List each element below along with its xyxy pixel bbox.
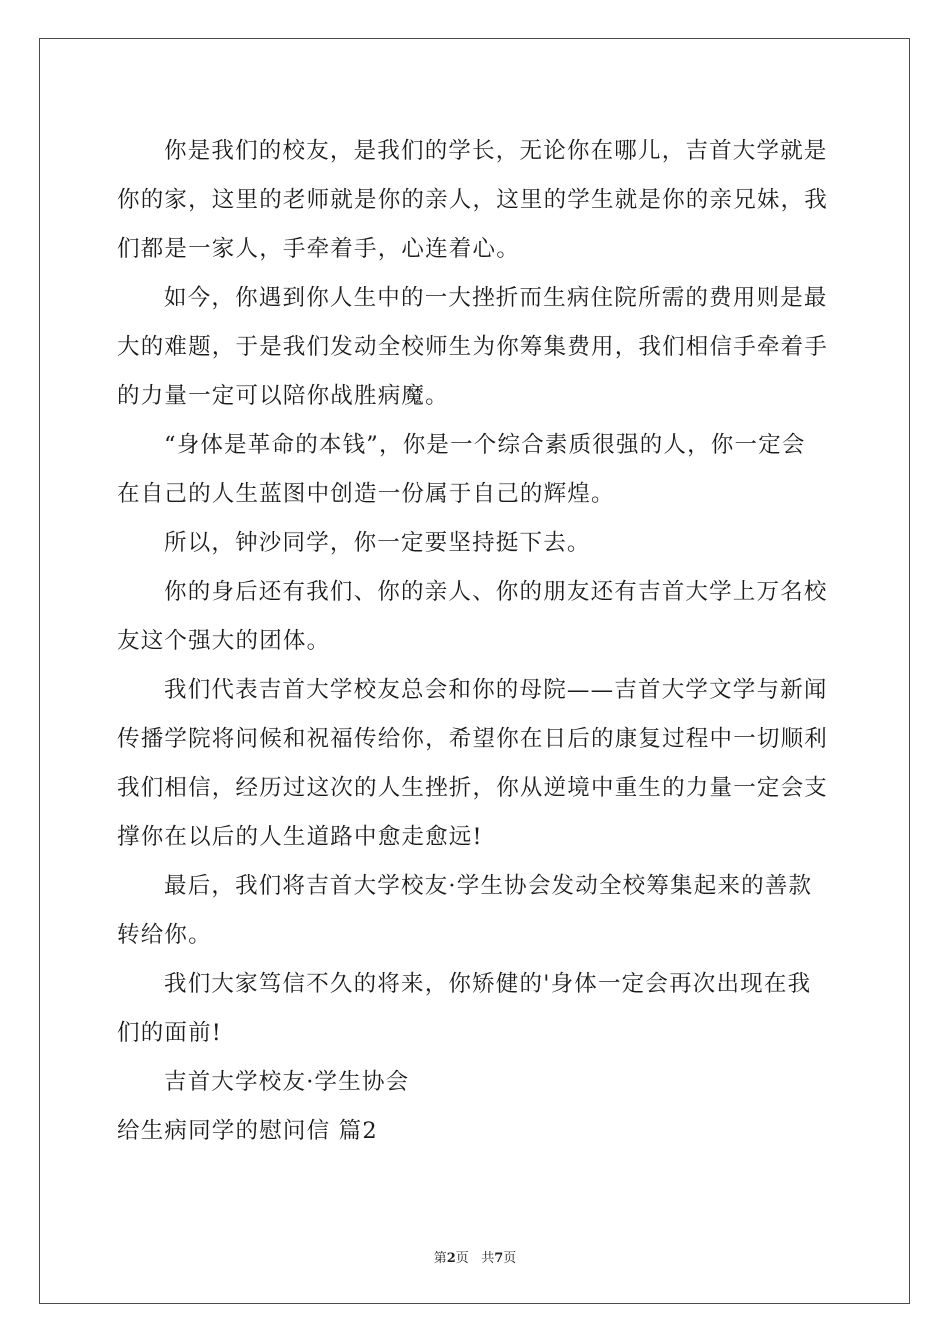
text-line: 大的难题，于是我们发动全校师生为你筹集费用，我们相信手牵着手 [117,334,829,360]
text-line: 你的身后还有我们、你的亲人、你的朋友还有吉首大学上万名校 [164,579,828,605]
text-line: 我们大家笃信不久的将来，你矫健的'身体一定会再次出现在我 [164,971,812,997]
text-line: 如今，你遇到你人生中的一大挫折而生病住院所需的费用则是最 [164,285,828,311]
text-line: 们都是一家人，手牵着手，心连着心。 [117,236,520,262]
page-footer [0,1247,950,1266]
text-line: “身体是革命的本钱”，你是一个综合素质很强的人，你一定会 [164,432,806,458]
text-line: 友这个强大的团体。 [117,628,331,654]
text-line: 转给你。 [117,922,212,948]
text-line: 给生病同学的慰问信 篇2 [117,1118,378,1144]
text-line: 们的面前! [117,1020,223,1046]
text-line: 吉首大学校友·学生协会 [164,1069,410,1095]
text-line: 我们相信，经历过这次的人生挫折，你从逆境中重生的力量一定会支 [117,775,829,801]
text-line: 撑你在以后的人生道路中愈走愈远! [117,824,483,850]
footer-total-prefix: 共 [481,1251,495,1266]
text-line: 你是我们的校友，是我们的学长，无论你在哪儿，吉首大学就是 [164,138,828,164]
footer-page-prefix: 第 [433,1251,447,1266]
text-line: 你的家，这里的老师就是你的亲人，这里的学生就是你的亲兄妹，我 [117,187,829,213]
text-line: 传播学院将问候和祝福传给你，希望你在日后的康复过程中一切顺利 [117,726,829,752]
text-line: 最后，我们将吉首大学校友·学生协会发动全校筹集起来的善款 [164,873,813,899]
footer-page-suffix: 页 [455,1251,469,1266]
footer-page-number: 2 [446,1251,456,1266]
footer-total-suffix: 页 [503,1251,517,1266]
letter-body [117,127,837,1156]
text-line: 我们代表吉首大学校友总会和你的母院——吉首大学文学与新闻 [164,677,828,703]
text-line: 在自己的人生蓝图中创造一份属于自己的辉煌。 [117,481,615,507]
text-line: 所以，钟沙同学，你一定要坚持挺下去。 [164,530,591,556]
text-line: 的力量一定可以陪你战胜病魔。 [117,383,449,409]
footer-total-pages: 7 [494,1251,504,1266]
